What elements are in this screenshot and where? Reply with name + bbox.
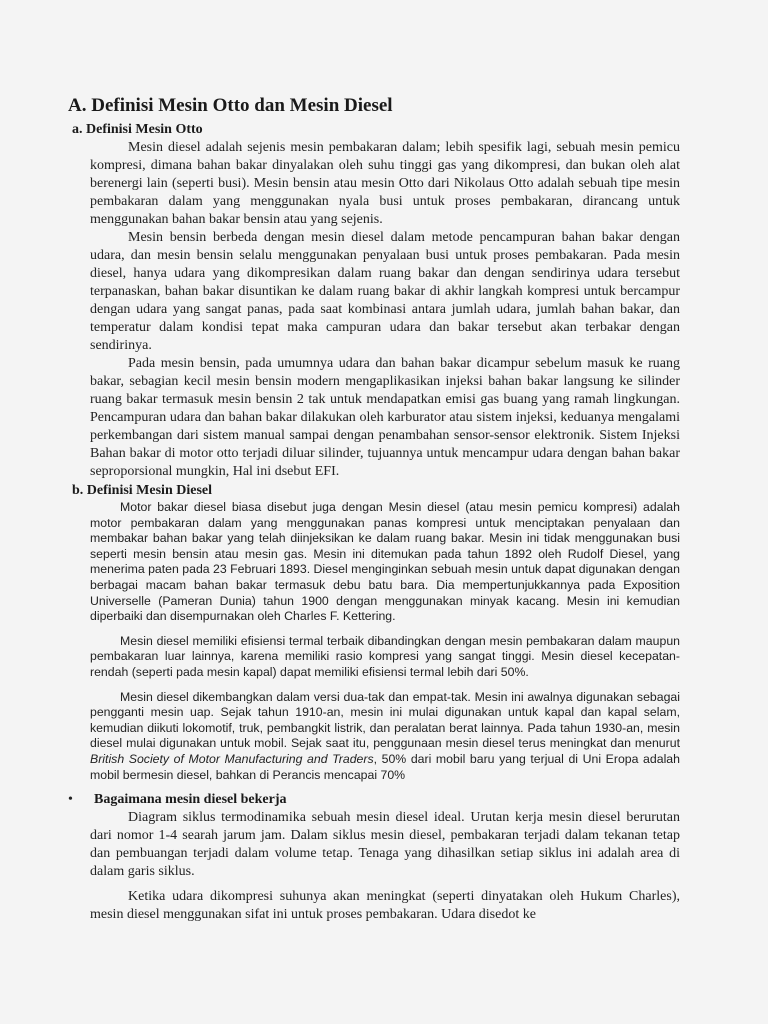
section-b-paragraph-3-italic: British Society of Motor Manufacturing and Traders — [90, 751, 374, 766]
section-c-body — [68, 809, 680, 924]
section-c-paragraph-1: Diagram siklus termodinamika sebuah mesin diesel ideal. Urutan kerja mesin diesel berurutan dari nomor 1-4 searah jarum jam. Dalam siklus mesin diesel, pembakaran terjadi dalam tekanan tetap dan pembuangan terjadi dalam volume tetap. Tenaga yang dihasilkan setiap siklus ini adalah area di dalam garis siklus. — [90, 810, 680, 880]
section-a-paragraph-3: Pada mesin bensin, pada umumnya udara dan bahan bakar dicampur sebelum masuk ke ruang bakar, sebagian kecil mesin bensin modern mengaplikasikan injeksi bahan bakar langsung ke silinder ruang bakar termasuk mesin bensin 2 tak untuk mendapatkan emisi gas buang yang ramah lingkungan. Pencampuran udara dan bahan bakar dilakukan oleh karburator atau sistem injeksi, keduanya mengalami perkembangan dari sistem manual sampai dengan penambahan sensor-sensor elektronik. Sistem Injeksi Bahan bakar di motor otto terjadi diluar silinder, tujuannya untuk mencampur udara dengan bahan bakar seproporsional mungkin, Hal ini dsebut EFI. — [90, 356, 680, 479]
section-c-title: Bagaimana mesin diesel bekerja — [94, 792, 287, 808]
section-a-paragraph-2: Mesin bensin berbeda dengan mesin diesel dalam metode pencampuran bahan bakar dengan udara, dan mesin bensin selalu menggunakan penyalaan busi untuk proses pembakaran. Pada mesin diesel, hanya udara yang dikompresikan dalam ruang bakar dan dengan sendirinya udara tersebut terpanaskan, bahan bakar disuntikan ke dalam ruang bakar di akhir langkah kompresi untuk bercampur dengan udara yang sangat panas, pada saat kombinasi antara jumlah udara, jumlah bahan bakar, dan temperatur dalam kondisi tepat maka campuran udara dan bakar tersebut akan terbakar dengan sendirinya. — [90, 230, 680, 353]
section-c-heading-row — [68, 790, 680, 809]
section-b-paragraph-3-text-b: , 50% dari mobil baru yang terjual di Uni Eropa adalah mobil bermesin diesel, bahkan di Perancis mencapai 70% — [90, 751, 680, 782]
section-a-body — [68, 139, 680, 481]
section-a-title: a. Definisi Mesin Otto — [72, 122, 203, 137]
section-b-paragraph-1: Motor bakar diesel biasa disebut juga dengan Mesin diesel (atau mesin pemicu kompresi) adalah motor pembakaran dalam yang menggunakan panas kompresi untuk menciptakan penyalaan dan membakar bahan bakar yang telah diinjeksikan ke dalam ruang bakar. Mesin ini tidak menggunakan busi seperti mesin bensin atau mesin gas. Mesin ini ditemukan pada tahun 1892 oleh Rudolf Diesel, yang menerima paten pada 23 Februari 1893. Diesel menginginkan sebuah mesin untuk dapat digunakan dengan berbagai macam bahan bakar termasuk debu batu bara. Dia mempertunjukkannya pada Exposition Universelle (Pameran Dunia) tahun 1900 dengan menggunakan minyak kacang. Mesin ini kemudian diperbaiki dan disempurnakan oleh Charles F. Kettering. — [90, 500, 680, 624]
section-c-paragraph-2: Ketika udara dikompresi suhunya akan meningkat (seperti dinyatakan oleh Hukum Charles), mesin diesel menggunakan sifat ini untuk proses pembakaran. Udara disedot ke — [90, 889, 680, 923]
section-b-paragraph-3-text-a: Mesin diesel dikembangkan dalam versi dua-tak dan empat-tak. Mesin ini awalnya digunakan sebagai pengganti mesin uap. Sejak tahun 1910-an, mesin ini mulai digunakan untuk kapal dan kapal selam, kemudian diikuti lokomotif, truk, pembangkit listrik, dan peralatan berat lainnya. Pada tahun 1930-an, mesin diesel mulai digunakan untuk mobil. Sejak saat itu, penggunaan mesin diesel terus meningkat dan menurut — [90, 689, 680, 751]
section-b-title: b. Definisi Mesin Diesel — [72, 483, 212, 498]
section-a-paragraph-1: Mesin diesel adalah sejenis mesin pembakaran dalam; lebih spesifik lagi, sebuah mesin pemicu kompresi, dimana bahan bakar dinyalakan oleh suhu tinggi gas yang dikompresi, dan bukan oleh alat berenergi lain (seperti busi). Mesin bensin atau mesin Otto dari Nikolaus Otto adalah sebuah tipe mesin pembakaran dalam yang menggunakan nyala busi untuk proses pembakaran, dirancang untuk menggunakan bahan bakar bensin atau yang sejenis. — [90, 140, 680, 227]
bullet-icon: • — [68, 792, 73, 808]
main-heading: A. Definisi Mesin Otto dan Mesin Diesel — [68, 95, 393, 116]
section-b-paragraph-2: Mesin diesel memiliki efisiensi termal terbaik dibandingkan dengan mesin pembakaran dalam maupun pembakaran luar lainnya, karena memiliki rasio kompresi yang sangat tinggi. Mesin diesel kecepatan-rendah (seperti pada mesin kapal) dapat memiliki efisiensi termal lebih dari 50%. — [90, 633, 680, 679]
section-b-body — [68, 500, 680, 783]
section-b-paragraph-3 — [90, 690, 680, 784]
